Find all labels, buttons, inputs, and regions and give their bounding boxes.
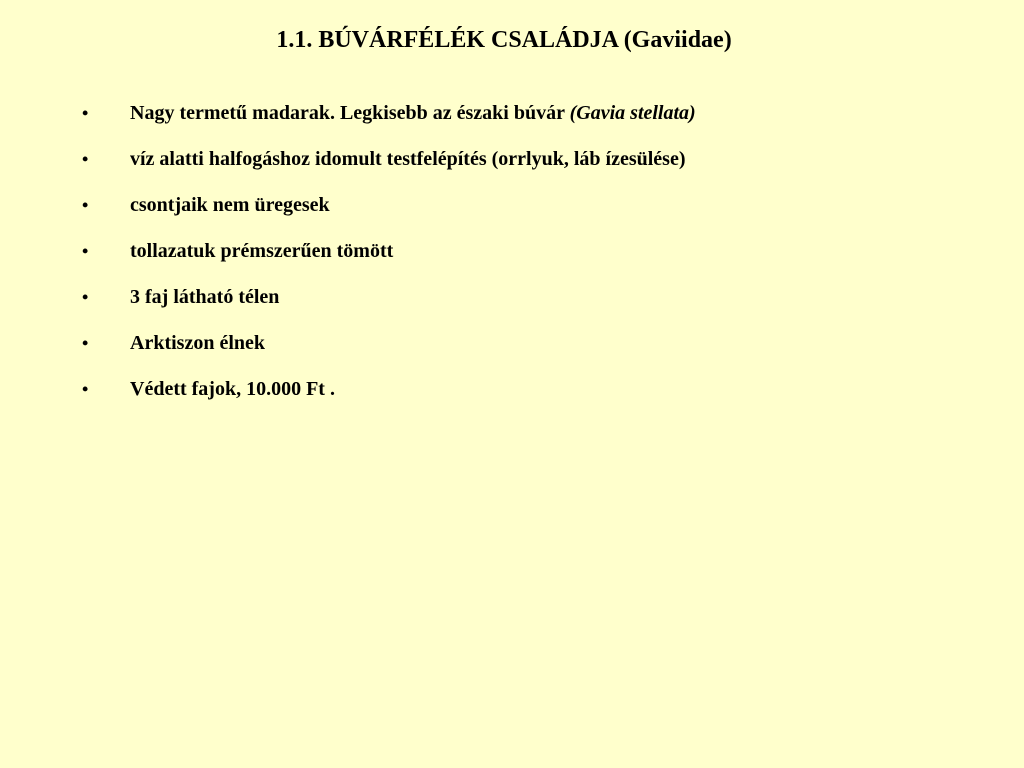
bullet-text [130,97,696,129]
bullet-icon: • [82,333,89,353]
list-item [0,373,1024,419]
bullet-text: víz alatti halfogáshoz idomult testfelépítés (orrlyuk, láb ízesülése) [130,148,686,170]
bullet-text: 3 faj látható télen [130,286,280,308]
bullet-icon: • [82,287,89,307]
list-item [0,281,1024,327]
list-item [0,143,1024,189]
slide-title: 1.1. BÚVÁRFÉLÉK CSALÁDJA (Gaviidae) [276,27,732,53]
bullet-list [0,97,1024,419]
list-item [0,327,1024,373]
bullet-icon: • [82,241,89,261]
list-item [0,97,1024,143]
bullet-icon: • [82,379,89,399]
bullet-text: Védett fajok, 10.000 Ft . [130,378,335,400]
bullet-text: tollazatuk prémszerűen tömött [130,240,394,262]
bullet-text-italic: (Gavia stellata) [569,102,696,124]
list-item [0,189,1024,235]
bullet-icon: • [82,149,89,169]
bullet-icon: • [82,103,89,123]
list-item [0,235,1024,281]
bullet-text: Arktiszon élnek [130,332,265,354]
bullet-text-main: Nagy termetű madarak. Legkisebb az északi búvár [130,102,570,124]
bullet-icon: • [82,195,89,215]
bullet-text: csontjaik nem üregesek [130,194,330,216]
